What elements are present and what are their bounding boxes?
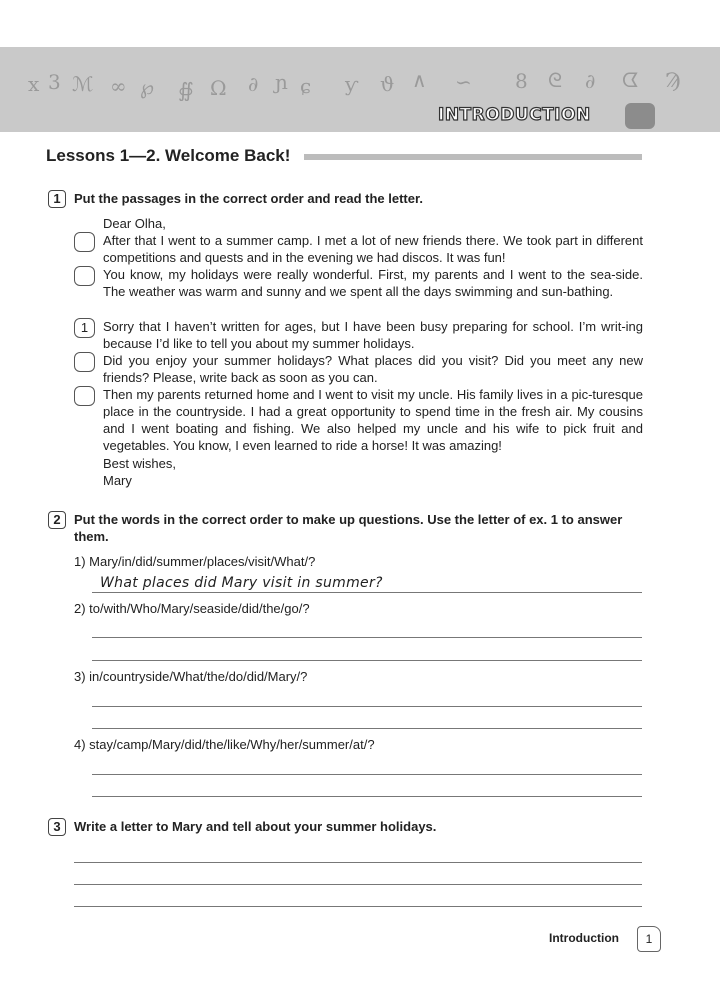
deco-glyph: Ω: [210, 76, 227, 100]
exercise-3-number: 3: [48, 818, 66, 836]
answer-line[interactable]: [92, 774, 642, 775]
order-box[interactable]: [74, 352, 95, 372]
writing-line[interactable]: [74, 906, 642, 907]
deco-glyph: ƴ: [345, 72, 359, 96]
question-prompt: 1) Mary/in/did/summer/places/visit/What/?: [74, 554, 316, 569]
letter-passage: Then my parents returned home and I went to visit my uncle. His family lives in a pic-turesque place in the countryside. I had a great opportunity to spend time in the fresh air. My cousins and I went boating and fishing. We also helped my uncle and his wife to pick fruit and vegetables. You know, I even learned to ride a horse! It was amazing!: [103, 387, 643, 453]
footer-section-label: Introduction: [549, 931, 619, 945]
deco-glyph: ɕ: [300, 74, 312, 98]
deco-glyph: ∧: [412, 68, 427, 92]
letter-passage: After that I went to a summer camp. I met a lot of new friends there. We took part in different competitions and quests and in the evening we had discos. It was fun!: [103, 233, 643, 265]
deco-glyph: ᗧ: [622, 68, 639, 92]
letter-greeting: Dear Olha,: [103, 216, 166, 231]
letter-closing: Best wishes,: [103, 456, 176, 471]
section-tab: [625, 103, 655, 129]
section-title: INTRODUCTION: [438, 105, 591, 125]
deco-glyph: ℘: [140, 75, 154, 99]
question-prompt: 2) to/with/Who/Mary/seaside/did/the/go/?: [74, 601, 310, 616]
deco-glyph: ∞: [110, 74, 127, 98]
deco-glyph: ᘓ: [548, 68, 563, 92]
exercise-3-instruction: Write a letter to Mary and tell about your summer holidays.: [74, 819, 437, 834]
exercise-2-number: 2: [48, 511, 66, 529]
question-prompt: 3) in/countryside/What/the/do/did/Mary/?: [74, 669, 308, 684]
exercise-1-number: 1: [48, 190, 66, 208]
deco-glyph: ɲ: [275, 70, 288, 94]
deco-glyph: ∂: [585, 69, 596, 93]
letter-passage: Sorry that I haven’t written for ages, but I have been busy preparing for school. I’m writ-ing because I’d like to tell you about my summer holidays.: [103, 319, 643, 351]
decorative-letters-strip: [0, 61, 720, 101]
answer-line[interactable]: [92, 592, 642, 593]
order-box[interactable]: [74, 266, 95, 286]
order-box[interactable]: [74, 386, 95, 406]
answer-line[interactable]: [92, 706, 642, 707]
handwritten-answer[interactable]: What places did Mary visit in summer?: [100, 575, 383, 591]
deco-glyph: ∂: [248, 72, 259, 96]
writing-line[interactable]: [74, 862, 642, 863]
page-number: 1: [637, 926, 661, 952]
deco-glyph: Ϡ: [665, 68, 681, 92]
letter-signature: Mary: [103, 473, 132, 488]
deco-glyph: 3: [48, 70, 61, 94]
deco-glyph: ∽: [455, 70, 472, 94]
deco-glyph: ∯: [178, 78, 194, 101]
deco-glyph: x: [28, 72, 40, 96]
letter-passage: Did you enjoy your summer holidays? What places did you visit? Did you meet any new friends? Please, write back as soon as you can.: [103, 353, 643, 385]
exercise-1-instruction: Put the passages in the correct order and read the letter.: [74, 191, 423, 206]
exercise-2-instruction: Put the words in the correct order to make up questions. Use the letter of ex. 1 to answer them.: [74, 512, 623, 544]
deco-glyph: 8: [515, 69, 528, 93]
deco-glyph: ℳ: [72, 72, 94, 96]
answer-line[interactable]: [92, 796, 642, 797]
deco-glyph: ϑ: [380, 72, 395, 96]
order-box[interactable]: 1: [74, 318, 95, 338]
answer-line[interactable]: [92, 637, 642, 638]
title-underline-bar: [304, 154, 642, 160]
answer-line[interactable]: [92, 660, 642, 661]
header-banner: [0, 47, 720, 132]
letter-passage: You know, my holidays were really wonderful. First, my parents and I went to the sea-side. The weather was warm and sunny and we spent all the days swimming and sun-bathing.: [103, 267, 643, 299]
order-box[interactable]: [74, 232, 95, 252]
writing-line[interactable]: [74, 884, 642, 885]
question-prompt: 4) stay/camp/Mary/did/the/like/Why/her/summer/at/?: [74, 737, 375, 752]
lesson-title: Lessons 1—2. Welcome Back!: [46, 146, 291, 165]
answer-line[interactable]: [92, 728, 642, 729]
